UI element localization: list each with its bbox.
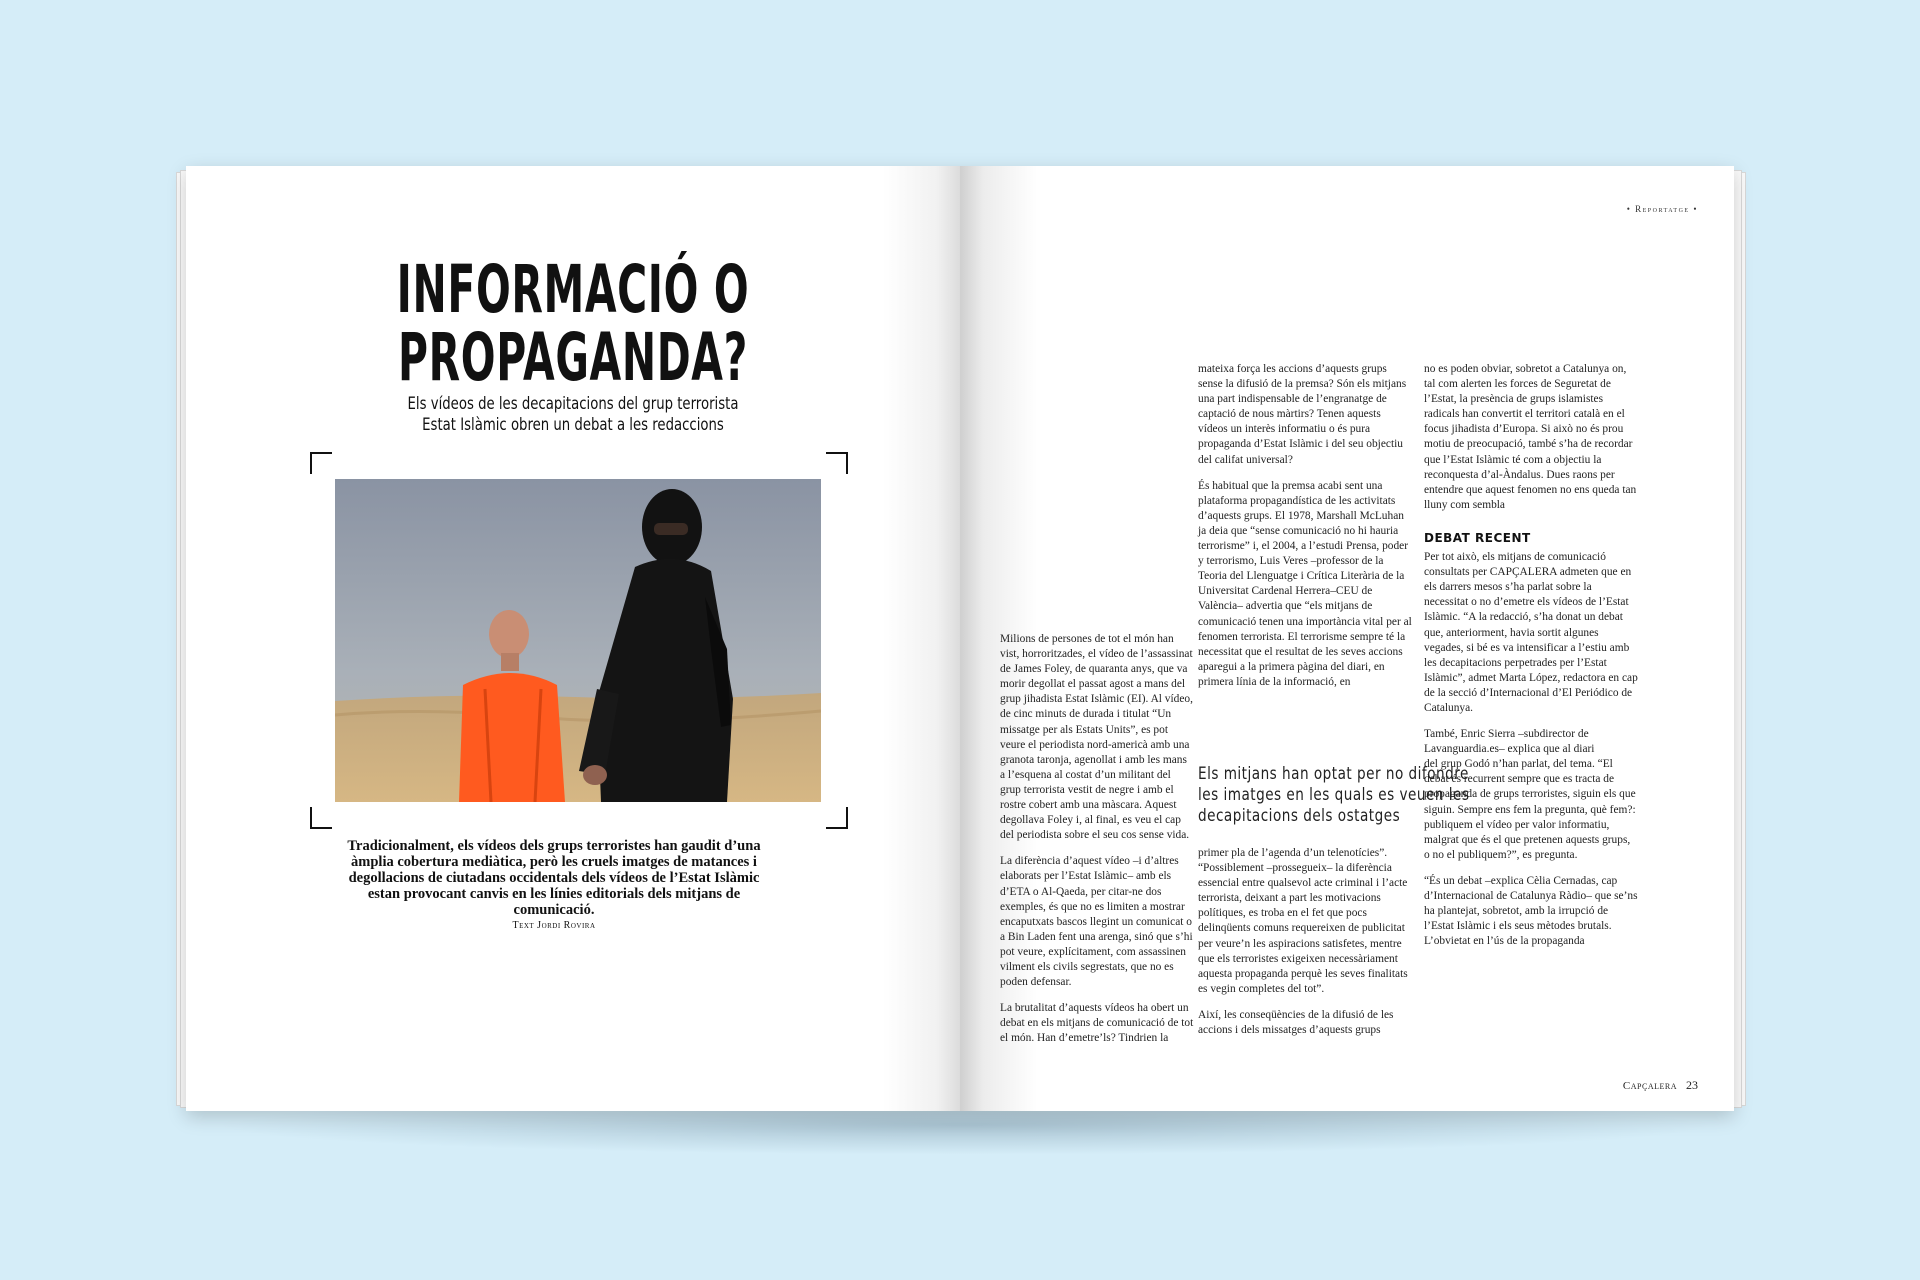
paragraph: mateixa força les accions d’aquests grups sense la difusió de la premsa? Són els mitjans una part indispensable de l’engranatge de captació de nous màrtirs? Tenen aquests vídeos un interès informatiu o és pura propaganda d’Estat Islàmic i del seu objectiu del califat universal?: [1198, 363, 1407, 466]
magazine-spread: [186, 166, 1734, 1111]
section-label: • Reportatge •: [1626, 204, 1698, 214]
page-number: 23: [1686, 1078, 1698, 1092]
title-line: PROPAGANDA?: [398, 319, 748, 396]
paragraph: primer pla de l’agenda d’un telenotícies”. “Possiblement –prossegueix– la diferència essencial entre qualsevol acte criminal i l’acte terrorista, deixant a part les motivacions polítiques, es troba en el fet que pocs delinqüents comuns requereixen de publicitat per veure’n les aspiracions satisfetes, mentre que els terroristes exigeixen necessàriament aquesta propaganda perquè les seves finalitats es vegin completes del tot”.: [1198, 847, 1408, 995]
subhead: DEBAT RECENT: [1424, 530, 1531, 545]
pull-quote-line: decapitacions dels ostatges: [1198, 806, 1401, 826]
pull-quote: [1198, 764, 1470, 827]
paragraph: Per tot això, els mitjans de comunicació consultats per CAPÇALERA admeten que en els darrers mesos s’ha parlat sobre la necessitat o no d’emetre els vídeos de l’Estat Islàmic. “A la redacció, s’ha donat un debat que, anteriorment, havia sortit algunes vegades, si bé es va intensificar a l’estiu amb les decapitacions perpetrades per l’Estat Islàmic”, admet Marta López, redactora en cap de la secció d’Internacional d’El Periódico de Catalunya.: [1424, 551, 1638, 714]
paragraph: També, Enric Sierra –subdirector de Lavanguardia.es– explica que al diari: [1424, 728, 1595, 756]
paragraph: És habitual que la premsa acabi sent una plataforma propagandística de les activitats d’aquests grups. El 1978, Marshall McLuhan ja deia que “sense comunicació no hi hauria terrorisme” i, el 2004, a l’estudi Prensa, poder y terrorismo, Luis Veres –professor de la Teoria del Llenguatge i Crítica Literària de la Universitat Cardenal Herrera–CEU de València– advertia que “els mitjans de comunicació tenen una importància vital per al fenomen terrorista. El terrorisme sempre té la necessitat que el resultat de les seves accions aparegui a la primera pàgina del diari, en primera línia de la informació, en: [1198, 479, 1412, 688]
paragraph: “És un debat –explica Cèlia Cernadas, cap d’Internacional de Catalunya Ràdio– que se’ns ha plantejat, sobretot, amb la irrupció de l’Estat Islàmic i els seus mètodes brutals. L’obvietat en l’ús de la propaganda: [1424, 874, 1638, 948]
subtitle-line: Els vídeos de les decapitacions del grup terrorista: [407, 394, 739, 414]
subtitle-line: Estat Islàmic obren un debat a les redaccions: [422, 415, 724, 435]
crop-mark-bottom-right: [826, 807, 848, 829]
text-column-1: [1000, 632, 1194, 1057]
right-page: [960, 166, 1734, 1111]
paragraph: Milions de persones de tot el món han vist, horroritzades, el vídeo de l’assassinat de James Foley, de quaranta anys, que va morir degollat el passat agost a mans del grup jihadista Estat Islàmic (EI). Al vídeo, de cinc minuts de durada i titulat “Un missatge per als Estats Units”, es pot veure el periodista nord-americà amb una granota taronja, agenollat i amb les mans a l’esquena al costat d’un militant del grup terrorista vestit de negre i amb el rostre cobert amb una màscara. Aquest degollava Foley i, al final, es veu el cap del periodista sobre el seu cos sense vida.: [1000, 633, 1193, 842]
page-folio: [1623, 1078, 1698, 1093]
paragraph: Així, les conseqüències de la difusió de les accions i dels missatges d’aquests grups: [1198, 1008, 1394, 1037]
article-title: [333, 251, 813, 396]
paragraph: no es poden obviar, sobretot a Catalunya on, tal com alerten les forces de Seguretat de l’Estat, la presència de grups islamistes radicals han convertit el territori català en el focus jihadista d’Europa. Si això no és prou motiu de preocupació, també s’ha de recordar que l’Estat Islàmic té com a objectiu la reconquesta d’al-Àndalus. Dues raons per entendre que aquest fenomen no ens queda tan lluny com sembla: [1424, 363, 1637, 511]
crop-mark-top-right: [826, 452, 848, 474]
text-column-2-top: [1198, 362, 1412, 701]
article-subtitle: [271, 394, 875, 436]
article-lede: Tradicionalment, els vídeos dels grups terroristes han gaudit d’una àmplia cobertura mediàtica, però les cruels imatges de matances i degollacions de ciutadans occidentals dels vídeos de l’Estat Islàmic estan provocant canvis en les línies editorials dels mitjans de comunicació.: [347, 838, 761, 918]
text-column-2-bottom: [1198, 846, 1412, 1049]
paragraph: La brutalitat d’aquests vídeos ha obert un debat en els mitjans de comunicació de tot el món. Han d’emetre’ls? Tindrien la: [1000, 1002, 1194, 1045]
paragraph: del grup Godó n’han parlat, del tema. “El debat és recurrent sempre que es tracta de propaganda de grups terroristes, siguin els que siguin. Sempre ens fem la pregunta, què fem?: publiquem el vídeo per valor informatiu, malgrat que és el que pretenen aquests grups, o no el publiquem?”, es pregunta.: [1424, 758, 1636, 861]
pull-quote-line: les imatges en les quals es veuen les: [1198, 785, 1470, 805]
paragraph: La diferència d’aquest vídeo –i d’altres elaborats per l’Estat Islàmic– amb els d’ETA o Al-Qaeda, per citar-ne dos exemples, és que no es limiten a mostrar encaputxats bascos llegint un comunicat o a Bin Laden fent una arenga, sinó que s’hi pot veure, explícitament, com assassinen vilment els civils segrestats, que no es poden defensar.: [1000, 855, 1193, 989]
crop-mark-top-left: [310, 452, 332, 474]
byline: Text Jordi Rovira: [512, 920, 596, 931]
left-page: [186, 166, 960, 1111]
article-photo: [335, 479, 821, 802]
text-column-3: [1424, 362, 1638, 960]
folio-magazine-name: Capçalera: [1622, 1080, 1677, 1092]
title-line: INFORMACIÓ O: [396, 251, 750, 328]
crop-mark-bottom-left: [310, 807, 332, 829]
pull-quote-line: Els mitjans han optat per no difondre: [1198, 764, 1469, 784]
